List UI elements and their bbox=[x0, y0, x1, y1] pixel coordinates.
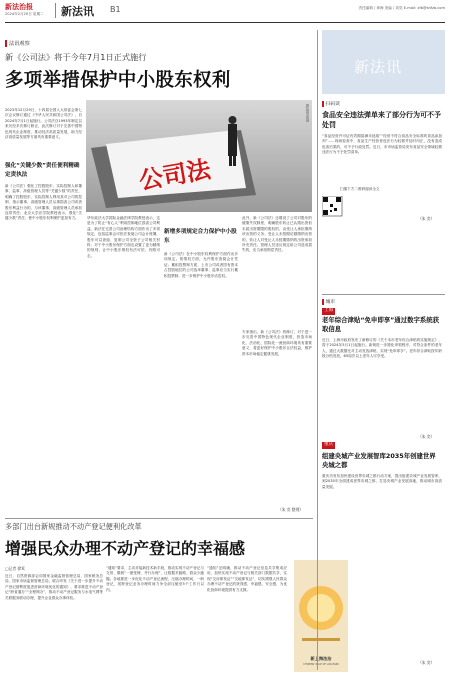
page-number: B1 bbox=[110, 5, 121, 14]
sidebar-item1-byline: （朱 奕） bbox=[418, 216, 435, 221]
ad-brand: 新上海法治 bbox=[310, 656, 332, 661]
lead-column-tag bbox=[5, 40, 30, 47]
sidebar-section-1 bbox=[322, 100, 340, 107]
bottom-headline: 增强民众办理不动产登记的幸福感 bbox=[5, 539, 246, 558]
sidebar-item1-hint: 扫描下方二维码阅读全文 bbox=[340, 187, 380, 191]
sidebar-item2-title: 老年综合津贴“免申即享”通过数字系统获取信息 bbox=[322, 316, 440, 333]
lead-headline: 多项举措保护中小股东权利 bbox=[5, 70, 231, 91]
masthead-logo: 新法治报 bbox=[5, 2, 33, 11]
bottom-body-1: 近日，自然资源部会同国家金融监督管理总局、国家税务总局、国家市场监督管理总局，联合印发《关于进一步提升不动产登记便利度促进营商环境优化的通知》，要求推进不动产登记“跨省通办”“全程网办”，推动不动产登记服务与水电气网等关联服务联动办理，提升企业群众办事体验。 bbox=[5, 574, 103, 600]
lead-body-col2b: 新《公司法》在中小股东权利保护方面作出多项规定。知情权方面，允许股东查阅会计凭证；累积投票制方面，上市公司或者国有资本占控股地位的公司选举董事、监事应当实行累积投票制，进一步保护中小股东话语权。 bbox=[164, 252, 238, 278]
bottom-body-2: “通知”要求，主动对接新技术新手段，推动实现不动产登记与交易、缴税“一窗受理、并行办理”，让数据多跑路、群众少跑腿。各地要进一步优化不动产登记流程，压缩办理时间，一般登记、抵押登记业务办理时间力争全部压缩至5个工作日以内。 bbox=[106, 566, 204, 592]
lead-body-col1: 2023年12月29日，十四届全国人大常委会第七次会议修订通过《中华人民共和国公司法》，自2024年7月1日起施行。公司法自1993年制定以来历经多次修订修正，此次修订对于完善中国特色现代企业制度、推动经济高质量发展，助力经济高质量发展等方面具有重要意义。 bbox=[5, 108, 82, 140]
bottom-kicker: 多部门出台新规推动不动产登记便利化改革 bbox=[5, 522, 142, 531]
masthead-rule bbox=[5, 22, 445, 23]
sidebar-item2-body: 近日，上海市政府发布了新修订的《关于本市老年综合津贴的实施规定》，将于2024年5月1日起施行。新规进一步简化申领程序，对符合条件的老年人，通过大数据比对主动发放津贴，实现“免申即享”。老年综合津贴按年龄段分档发放，65周岁以上老年人可享受。 bbox=[322, 338, 442, 359]
sidebar-item3-place: 重庆 bbox=[324, 442, 334, 447]
sidebar-logo: 新法讯 bbox=[354, 58, 403, 76]
masthead bbox=[0, 0, 450, 22]
sidebar-item1-body: “食品经营许可证有效期届满未延续”“经营不符合食品安全标准的食品添加剂”……现场检查中，食品生产经营者违法行为轻微并及时纠正，没有造成危害后果的，可不予行政处罚。近日，市市场监管局发布食品安全领域轻微违法行为不予处罚清单。 bbox=[322, 134, 442, 155]
bottom-byline: □记者 徐鸾 bbox=[5, 566, 25, 571]
lead-column-label: 法讯观察 bbox=[9, 41, 30, 47]
sidebar-item2-byline: （朱 奕） bbox=[418, 434, 435, 439]
qr-code-icon bbox=[322, 196, 386, 220]
sidebar-divider bbox=[317, 30, 318, 670]
lead-body-col1b: 新《公司法》强化了控股股东、实际控制人和董事、监事、高级管理人员等“关键少数”的责任，明确了控股股东、实际控制人利用其对公司的控制、指示董事、高级管理人员从事损害公司或者股东利益行为的，与该董事、高级管理人员承担连带责任；北京大学法学院教授表示，强化“关键少数”责任，使中小股东权利保护更加有力。 bbox=[5, 184, 82, 221]
editor-line: 责任编辑 / 章海 美编 / 刘奕 E-mail: xfb@shfzb.com bbox=[358, 6, 445, 10]
sidebar-logo-box bbox=[322, 30, 445, 94]
photo-sign-text: 公司法 bbox=[136, 155, 213, 196]
photo-illustration bbox=[86, 100, 312, 212]
photo-credit: 图/视觉中国 bbox=[305, 104, 309, 123]
lead-body-col3b: 专家指出，新《公司法》的修订，对于进一步完善中国特色现代企业制度，营造市场化、法治化、国际化一流营商环境具有重要意义，将更好保护中小股东合法权益，维护资本市场稳定健康发展。 bbox=[242, 330, 312, 356]
lead-photo bbox=[86, 100, 312, 212]
sidebar-item3-body: 重庆市发布加快建设世界央城之都行动方案，提出组建央城产业发展智库，到2035年全面建成世界央城之都，打造央城产业发展高地，推动城市高质量发展。 bbox=[322, 474, 442, 489]
sidebar-item3-title: 组建央城产业发展智库2035年创建世界央城之都 bbox=[322, 452, 436, 469]
lead-kicker: 新《公司法》将于今年7月1日正式施行 bbox=[5, 52, 147, 62]
sidebar-item3-byline: （朱 奕） bbox=[418, 660, 435, 665]
lead-byline: （朱 奕 整理） bbox=[278, 507, 304, 512]
lead-bottom-divider bbox=[5, 518, 313, 519]
qr-code[interactable] bbox=[322, 196, 386, 220]
sidebar-item1-title: 食品安全违法弹单来了部分行为可不予处罚 bbox=[322, 111, 441, 129]
section-title: 新法讯 bbox=[61, 5, 94, 18]
bottom-body-3: “通知”还明确，推动不动产登记信息共享集成应用，加快实现不动产登记与相关部门数据共享，实现“交房即发证”“交地即发证”，切实增强人民群众办理不动产登记的获得感、幸福感、安全感，为优化营商环境提供有力支撑。 bbox=[207, 566, 287, 592]
lead-subhead-2: 新增多项规定合力保护中小股东 bbox=[164, 229, 237, 244]
ad-sub: CITIZENS' RULE OF LAW PARK bbox=[303, 663, 339, 666]
sidebar-rule-1 bbox=[322, 294, 445, 295]
lead-body-col2: 华东政法大学国际金融法律学院教授表示，这是为了防止“有心人”利用控制地位损害公司利益。新法在完善公司治理结构方面作出了多项规定，包括监事会可依法查阅公司会计账簿，股东可以查阅、复制公司全资子公司相关材料；对于中小股东保护方面也设置了更为精细的规则，让中小股东维权有法可依、有路可走。 bbox=[87, 216, 160, 258]
masthead-divider bbox=[55, 3, 56, 18]
lead-body-col3: 此外，新《公司法》还增设了公司对股东的催缴失权制度，明确股东转让已认缴出资但未届出资期限的股权的，由受让人承担缴纳该出资的义务；受让人未按期足额缴纳出资的，转让人对受让人未按期缴纳的出资承担补充责任。管理人员违反规定给公司造成损失的，应当承担赔偿责任。 bbox=[242, 216, 312, 253]
masthead-date: 2024年2月20日 星期二 bbox=[5, 12, 44, 16]
sidebar-section-2-label: 城市 bbox=[325, 300, 336, 305]
sidebar-section-1-label: 扫码读 bbox=[325, 102, 340, 107]
sidebar-section-2 bbox=[322, 298, 335, 305]
lead-subhead-1: 强化“关键少数”责任便利精确定责执法 bbox=[5, 163, 80, 178]
sidebar-item2-place: 上海 bbox=[324, 308, 334, 313]
